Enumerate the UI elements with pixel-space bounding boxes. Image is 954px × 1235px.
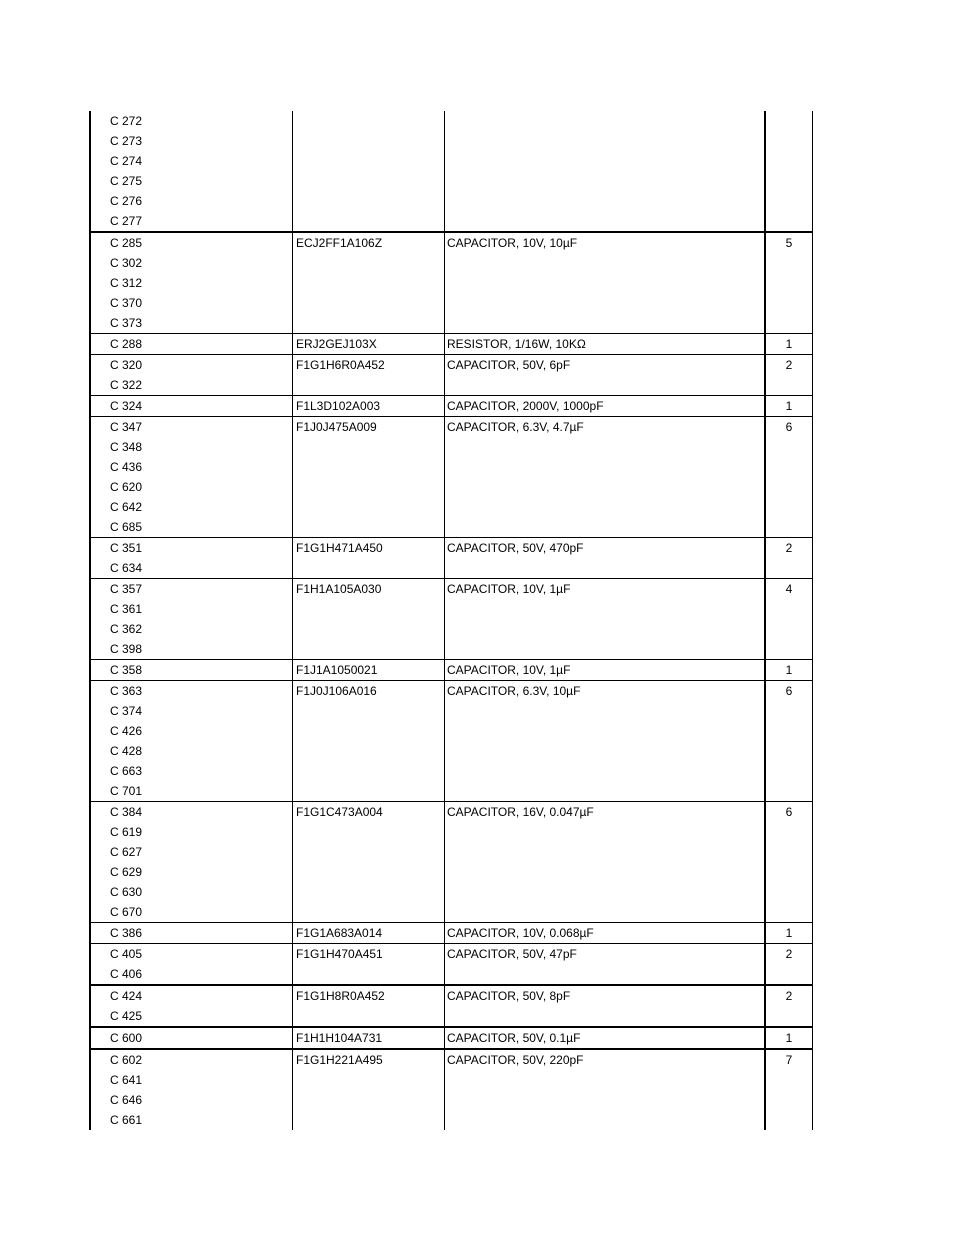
- column-divider: [444, 233, 445, 333]
- ref-designator: C 701: [110, 784, 143, 798]
- column-divider: [292, 681, 293, 801]
- column-divider: [292, 923, 293, 943]
- ref-designator: C 312: [110, 276, 143, 290]
- column-divider: [812, 334, 813, 354]
- column-divider: [812, 538, 813, 578]
- column-divider: [444, 802, 445, 922]
- column-divider: [812, 944, 813, 984]
- ref-designator: C 272: [110, 114, 143, 128]
- column-divider: [292, 233, 293, 333]
- table-row: [89, 660, 813, 681]
- ref-designator: C 384: [110, 805, 143, 819]
- ref-designator: C 324: [110, 399, 143, 413]
- ref-designator: C 275: [110, 174, 143, 188]
- column-divider: [444, 579, 445, 659]
- table-row: [89, 1028, 813, 1050]
- column-divider: [89, 233, 91, 333]
- part-description: CAPACITOR, 6.3V, 4.7µF: [447, 420, 584, 434]
- part-description: CAPACITOR, 50V, 470pF: [447, 541, 584, 555]
- table-row: [89, 986, 813, 1028]
- ref-designator: C 370: [110, 296, 143, 310]
- part-number: F1G1H8R0A452: [296, 989, 385, 1003]
- part-number: F1L3D102A003: [296, 399, 381, 413]
- column-divider: [812, 681, 813, 801]
- ref-designator: C 425: [110, 1009, 143, 1023]
- ref-designator: C 357: [110, 582, 143, 596]
- part-number: F1J0J106A016: [296, 684, 377, 698]
- ref-designator: C 274: [110, 154, 143, 168]
- ref-designator: C 386: [110, 926, 143, 940]
- ref-designator: C 373: [110, 316, 143, 330]
- quantity: 6: [785, 420, 793, 434]
- ref-designator: C 600: [110, 1031, 143, 1045]
- ref-designator: C 661: [110, 1113, 143, 1127]
- quantity: 2: [785, 989, 793, 1003]
- column-divider: [292, 355, 293, 395]
- table-row: [89, 417, 813, 538]
- ref-designator: C 362: [110, 622, 143, 636]
- ref-designator: C 629: [110, 865, 143, 879]
- column-divider: [292, 538, 293, 578]
- quantity: 6: [785, 805, 793, 819]
- quantity: 4: [785, 582, 793, 596]
- column-divider: [292, 944, 293, 984]
- quantity: 7: [785, 1053, 793, 1067]
- part-number: F1H1H104A731: [296, 1031, 383, 1045]
- quantity: 1: [785, 399, 793, 413]
- column-divider: [89, 1050, 91, 1130]
- part-description: CAPACITOR, 50V, 6pF: [447, 358, 571, 372]
- ref-designator: C 398: [110, 642, 143, 656]
- ref-designator: C 428: [110, 744, 143, 758]
- column-divider: [292, 1050, 293, 1130]
- part-number: F1G1H221A495: [296, 1053, 383, 1067]
- part-number: F1J1A1050021: [296, 663, 378, 677]
- column-divider: [444, 538, 445, 578]
- column-divider: [89, 944, 91, 984]
- column-divider: [444, 660, 445, 680]
- ref-designator: C 347: [110, 420, 143, 434]
- column-divider: [812, 986, 813, 1026]
- quantity: 5: [785, 236, 793, 250]
- ref-designator: C 320: [110, 358, 143, 372]
- column-divider: [292, 660, 293, 680]
- column-divider: [89, 802, 91, 922]
- column-divider: [812, 111, 813, 231]
- column-divider: [444, 1028, 445, 1048]
- column-divider: [292, 111, 293, 231]
- table-row: [89, 681, 813, 802]
- column-divider: [812, 802, 813, 922]
- column-divider: [444, 334, 445, 354]
- column-divider: [812, 396, 813, 416]
- ref-designator: C 630: [110, 885, 143, 899]
- ref-designator: C 358: [110, 663, 143, 677]
- ref-designator: C 436: [110, 460, 143, 474]
- part-description: CAPACITOR, 10V, 0.068µF: [447, 926, 594, 940]
- column-divider: [89, 417, 91, 537]
- parts-table: [89, 111, 813, 1130]
- column-divider: [89, 660, 91, 680]
- column-divider: [89, 986, 91, 1026]
- ref-designator: C 374: [110, 704, 143, 718]
- column-divider: [89, 396, 91, 416]
- column-divider: [89, 538, 91, 578]
- column-divider: [444, 681, 445, 801]
- quantity: 6: [785, 684, 793, 698]
- table-row: [89, 1050, 813, 1130]
- quantity: 1: [785, 337, 793, 351]
- table-row: [89, 111, 813, 233]
- ref-designator: C 277: [110, 214, 143, 228]
- column-divider: [812, 355, 813, 395]
- column-divider: [444, 944, 445, 984]
- quantity: [766, 111, 812, 131]
- column-divider: [292, 579, 293, 659]
- part-number: F1G1H471A450: [296, 541, 383, 555]
- ref-designator: C 620: [110, 480, 143, 494]
- ref-designator: C 363: [110, 684, 143, 698]
- quantity: 2: [785, 358, 793, 372]
- part-number: F1J0J475A009: [296, 420, 377, 434]
- part-number: F1G1C473A004: [296, 805, 383, 819]
- part-description: CAPACITOR, 2000V, 1000pF: [447, 399, 604, 413]
- part-description: CAPACITOR, 50V, 47pF: [447, 947, 577, 961]
- ref-designator: C 322: [110, 378, 143, 392]
- column-divider: [292, 802, 293, 922]
- column-divider: [444, 355, 445, 395]
- column-divider: [292, 334, 293, 354]
- part-number: F1G1A683A014: [296, 926, 383, 940]
- part-description: CAPACITOR, 10V, 1µF: [447, 582, 571, 596]
- ref-designator: C 642: [110, 500, 143, 514]
- column-divider: [444, 986, 445, 1026]
- ref-designator: C 285: [110, 236, 143, 250]
- column-divider: [444, 923, 445, 943]
- column-divider: [89, 681, 91, 801]
- column-divider: [292, 986, 293, 1026]
- part-number: F1G1H6R0A452: [296, 358, 385, 372]
- part-description: CAPACITOR, 50V, 8pF: [447, 989, 571, 1003]
- ref-designator: C 424: [110, 989, 143, 1003]
- column-divider: [292, 417, 293, 537]
- part-number: F1G1H470A451: [296, 947, 383, 961]
- ref-designator: C 426: [110, 724, 143, 738]
- column-divider: [812, 579, 813, 659]
- table-row: [89, 923, 813, 944]
- ref-designator: C 361: [110, 602, 143, 616]
- quantity: 1: [785, 1031, 793, 1045]
- ref-designator: C 351: [110, 541, 143, 555]
- table-row: [89, 355, 813, 396]
- ref-designator: C 627: [110, 845, 143, 859]
- ref-designator: C 641: [110, 1073, 143, 1087]
- column-divider: [444, 417, 445, 537]
- ref-designator: C 670: [110, 905, 143, 919]
- table-row: [89, 802, 813, 923]
- quantity: 2: [785, 947, 793, 961]
- table-row: [89, 944, 813, 986]
- column-divider: [812, 1028, 813, 1048]
- part-description: CAPACITOR, 10V, 1µF: [447, 663, 571, 677]
- column-divider: [812, 233, 813, 333]
- part-description: CAPACITOR, 10V, 10µF: [447, 236, 578, 250]
- column-divider: [89, 1028, 91, 1048]
- quantity: 2: [785, 541, 793, 555]
- table-row: [89, 233, 813, 334]
- part-description: RESISTOR, 1/16W, 10KΩ: [447, 337, 586, 351]
- ref-designator: C 406: [110, 967, 143, 981]
- part-description: CAPACITOR, 50V, 0.1µF: [447, 1031, 581, 1045]
- column-divider: [292, 1028, 293, 1048]
- column-divider: [89, 334, 91, 354]
- quantity: 1: [785, 663, 793, 677]
- column-divider: [89, 923, 91, 943]
- ref-designator: C 602: [110, 1053, 143, 1067]
- column-divider: [812, 1050, 813, 1130]
- ref-designator: C 405: [110, 947, 143, 961]
- ref-designator: C 634: [110, 561, 143, 575]
- ref-designator: C 288: [110, 337, 143, 351]
- part-description: CAPACITOR, 50V, 220pF: [447, 1053, 584, 1067]
- quantity: 1: [785, 926, 793, 940]
- table-row: [89, 579, 813, 660]
- ref-designator: C 646: [110, 1093, 143, 1107]
- ref-designator: C 273: [110, 134, 143, 148]
- column-divider: [444, 396, 445, 416]
- part-description: CAPACITOR, 16V, 0.047µF: [447, 805, 594, 819]
- ref-designator: C 302: [110, 256, 143, 270]
- column-divider: [292, 396, 293, 416]
- table-row: [89, 396, 813, 417]
- ref-designator: C 685: [110, 520, 143, 534]
- column-divider: [89, 111, 91, 231]
- column-divider: [812, 417, 813, 537]
- ref-designator: C 348: [110, 440, 143, 454]
- table-row: [89, 538, 813, 579]
- column-divider: [812, 660, 813, 680]
- part-description: CAPACITOR, 6.3V, 10µF: [447, 684, 581, 698]
- table-row: [89, 334, 813, 355]
- ref-designator: C 276: [110, 194, 143, 208]
- column-divider: [812, 923, 813, 943]
- ref-designator: C 619: [110, 825, 143, 839]
- column-divider: [89, 355, 91, 395]
- column-divider: [444, 1050, 445, 1130]
- ref-designator: C 663: [110, 764, 143, 778]
- column-divider: [444, 111, 445, 231]
- part-number: ECJ2FF1A106Z: [296, 236, 383, 250]
- column-divider: [89, 579, 91, 659]
- part-number: ERJ2GEJ103X: [296, 337, 377, 351]
- part-number: F1H1A105A030: [296, 582, 382, 596]
